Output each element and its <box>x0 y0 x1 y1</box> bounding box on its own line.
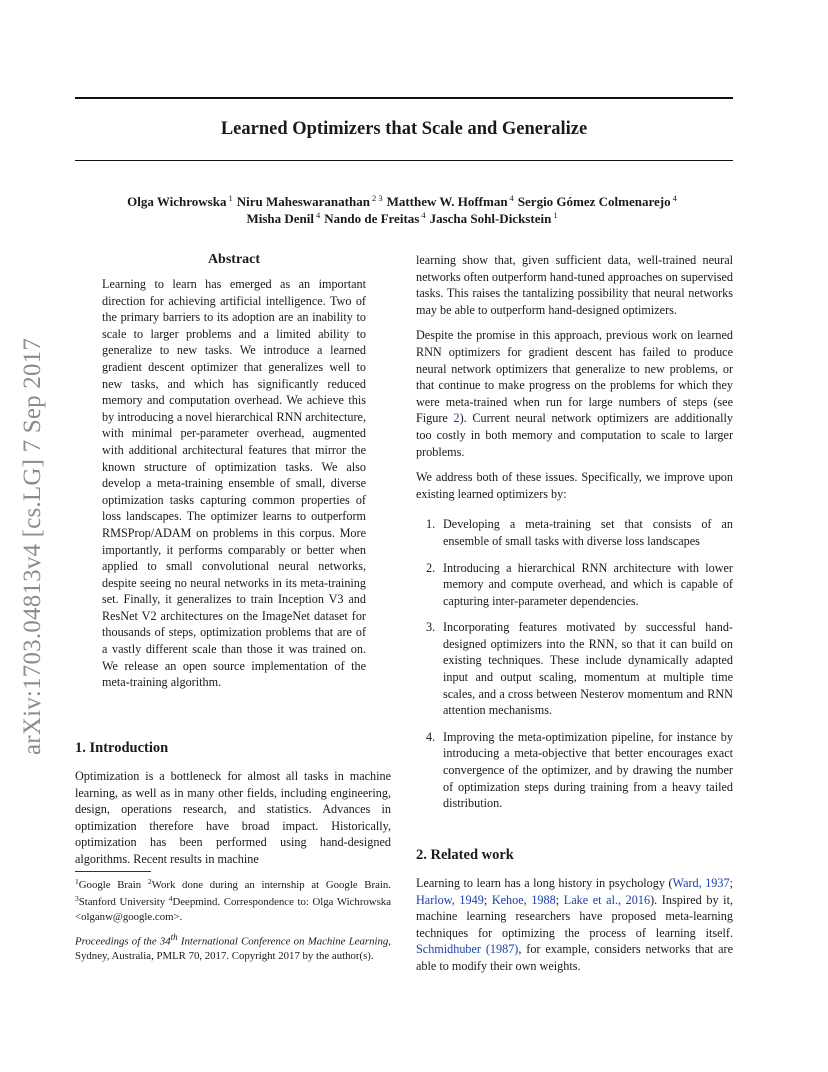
title-rule-bottom <box>75 160 733 161</box>
footnote-mark: 2 <box>147 877 152 886</box>
proceedings-conference: International Conference on Machine Learning <box>177 935 389 948</box>
footnote-text: Deepmind. Correspondence to: Olga Wichrowska <olganw@google.com>. <box>75 896 391 923</box>
introduction-heading: 1. Introduction <box>75 740 169 756</box>
author-name: Nando de Freitas <box>324 211 420 226</box>
related-work-heading: 2. Related work <box>416 847 514 863</box>
citation-link[interactable]: Harlow, 1949 <box>416 892 484 907</box>
abstract-section <box>102 250 366 691</box>
footnote-mark: 3 <box>75 894 79 904</box>
list-number: 4. <box>426 729 436 744</box>
paragraph: We address both of these issues. Specifically, we improve upon existing learned optimizers by: <box>416 470 733 501</box>
right-column <box>416 252 733 822</box>
contribution-list <box>416 516 733 812</box>
paper-title: Learned Optimizers that Scale and Generalize <box>220 119 588 139</box>
list-item <box>416 729 733 812</box>
citation-link[interactable]: Lake et al., 2016 <box>563 892 651 907</box>
abstract-text: Learning to learn has emerged as an important direction for achieving artificial intelligence. Two of the primary barriers to its adoption are an inability to scale to larger problems and a limited ability to generalize to new tasks. We introduce a learned gradient descent optimizer that generalizes well to new tasks, and which has significantly reduced memory and computation overhead. We achieve this by introducing a novel hierarchical RNN architecture, with minimal per-parameter overhead, augmented with additional architectural features that mirror the known structure of optimization tasks. We also develop a meta-training ensemble of small, diverse optimization tasks capturing common properties of loss landscapes. The optimizer learns to outperform RMSProp/ADAM on problems in this corpus. More importantly, it performs comparably or better when applied to small convolutional neural networks, despite seeing no neural networks in its meta-training set. Finally, it generalizes to train Inception V3 and ResNet V2 architectures on the ImageNet dataset for thousands of steps, optimization problems that are of a vastly different scale than those it was trained on. We release an open source implementation of the meta-training algorithm. <box>102 277 366 690</box>
related-work-section <box>416 845 733 975</box>
proceedings-suffix: , Sydney, Australia, PMLR 70, 2017. Copyright 2017 by the author(s). <box>75 935 391 962</box>
list-text: Incorporating features motivated by successful hand-designed optimizers into the RNN, so that it can build on existing techniques. These include dynamically adapted input and output scaling, momentum at multiple time scales, and a cross between Nesterov momentum and RNN attention mechanisms. <box>443 620 733 718</box>
author-affiliation: 1 <box>228 193 233 203</box>
author-name: Misha Denil <box>246 211 314 226</box>
author-affiliation: 4 <box>315 210 321 220</box>
footnote-text: Work done during an internship at Google Brain. <box>151 879 391 891</box>
author-name: Niru Maheswaranathan <box>236 194 370 209</box>
author-affiliation: 4 <box>421 210 426 220</box>
footnote-mark: 1 <box>75 877 79 886</box>
author-name: Sergio Gómez Colmenarejo <box>517 194 671 209</box>
proceedings-note <box>75 930 391 963</box>
abstract-heading: Abstract <box>207 252 261 267</box>
paragraph <box>416 327 733 460</box>
list-number: 1. <box>426 517 436 532</box>
author-line-2 <box>75 207 733 227</box>
text-run: ; <box>555 892 564 907</box>
list-item <box>416 516 733 549</box>
related-work-text <box>416 875 733 975</box>
list-text: Introducing a hierarchical RNN architecture with lower memory and compute overhead, and which is capable of capturing inter-parameter dependencies. <box>443 560 733 608</box>
paragraph-text: Despite the promise in this approach, previous work on learned RNN optimizers for gradient descent has failed to produce neural network optimizers that generalize to new problems, or that continue to make progress on the problems for which they were meta-trained when run for large numbers of steps (see Figure <box>416 328 733 426</box>
text-run: ). Inspired by it, machine learning researchers have proposed meta-learning techniques for optimizing the process of learning itself. <box>416 892 734 940</box>
author-affiliation: 4 <box>509 193 514 203</box>
author-affiliation: 4 <box>672 193 677 203</box>
text-run: ; <box>729 876 733 890</box>
citation-link[interactable]: Schmidhuber (1987) <box>416 942 519 957</box>
list-item <box>416 560 733 610</box>
footnote <box>75 875 391 924</box>
proceedings-prefix: Proceedings of the 34 <box>75 935 171 948</box>
author-name: Olga Wichrowska <box>127 194 227 209</box>
proceedings-sup: th <box>170 932 178 942</box>
text-run: ; <box>483 892 492 907</box>
citation-link[interactable]: Ward, 1937 <box>672 876 730 890</box>
author-affiliation: 1 <box>553 210 558 220</box>
list-number: 2. <box>426 560 436 575</box>
text-run: , for example, considers networks that are able to modify their own weights. <box>416 942 734 973</box>
author-name: Jascha Sohl-Dickstein <box>429 211 552 226</box>
footnote-text: Google Brain <box>78 879 148 891</box>
footnote-mark: 4 <box>168 894 173 904</box>
list-item <box>416 619 733 719</box>
footnote-text: Stanford University <box>78 896 169 909</box>
list-number: 3. <box>426 620 436 635</box>
introduction-section <box>75 738 391 868</box>
title-rule-top <box>75 97 733 99</box>
paragraph: learning show that, given sufficient data, well-trained neural networks often outperform hand-tuned approaches on supervised tasks. This raises the tantalizing possibility that neural networks may be able to outperform hand-designed optimizers. <box>416 253 733 317</box>
author-affiliation: 2 3 <box>371 193 383 203</box>
author-name: Matthew W. Hoffman <box>386 194 508 209</box>
figure-link[interactable]: 2 <box>453 411 460 426</box>
list-text: Developing a meta-training set that consists of an ensemble of small tasks with diverse loss landscapes <box>443 517 733 548</box>
citation-link[interactable]: Kehoe, 1988 <box>491 892 556 907</box>
introduction-text: Optimization is a bottleneck for almost all tasks in machine learning, as well as in many other fields, including engineering, design, operations research, and statistics. Advances in optimization therefore have broad impact. Historically, optimization has been performed using hand-designed algorithms. Recent results in machine <box>75 769 391 866</box>
arxiv-stamp: arXiv:1703.04813v4 [cs.LG] 7 Sep 2017 <box>19 337 46 755</box>
footnote-rule <box>75 871 151 872</box>
text-run: Learning to learn has a long history in psychology ( <box>416 876 673 890</box>
list-text: Improving the meta-optimization pipeline, for instance by introducing a meta-objective that better encourages exact convergence of the optimizer, and by drawing the number of optimization steps during training from a heavy tailed distribution. <box>443 729 733 811</box>
paragraph-text: ). Current neural network optimizers are additionally too costly in both memory and computation to scale to larger problems. <box>416 411 733 459</box>
